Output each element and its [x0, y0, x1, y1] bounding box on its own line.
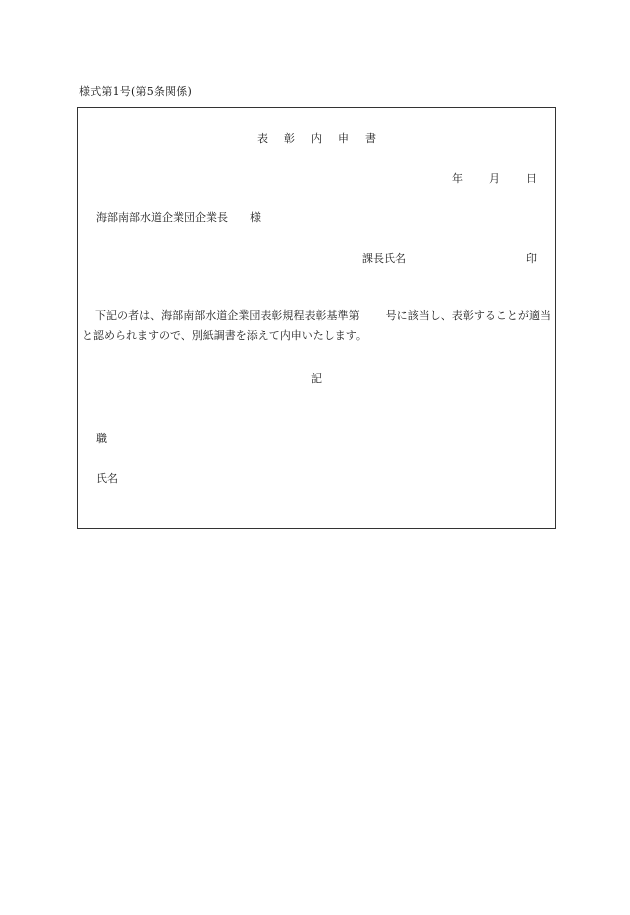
addressee-honorific: 様: [250, 211, 261, 224]
seal-label: 印: [526, 252, 537, 265]
addressee-line: [96, 209, 261, 225]
body-paragraph: [82, 306, 551, 346]
ki-heading: 記: [311, 372, 322, 385]
addressee-name: 海部南部水道企業団企業長: [96, 211, 228, 224]
body-text-part1: 下記の者は、海部南部水道企業団表彰規程表彰基準第: [95, 309, 360, 322]
date-day-label: 日: [526, 172, 537, 185]
signer-name-label: 課長氏名: [362, 252, 406, 265]
form-title: 表彰内申書: [257, 132, 392, 145]
name-field-label: 氏名: [96, 472, 118, 485]
date-year-label: 年: [452, 172, 463, 185]
signer-line: [362, 250, 537, 266]
application-form-box: [77, 107, 556, 529]
date-line: [452, 170, 537, 186]
body-text-part2: 号に該当し、表彰することが適当と認められますので、別紙調書を添えて内申いたします。: [82, 309, 552, 342]
position-field-label: 職: [96, 432, 107, 445]
date-month-label: 月: [489, 172, 500, 185]
form-number-label: 様式第1号(第5条関係): [79, 85, 192, 98]
